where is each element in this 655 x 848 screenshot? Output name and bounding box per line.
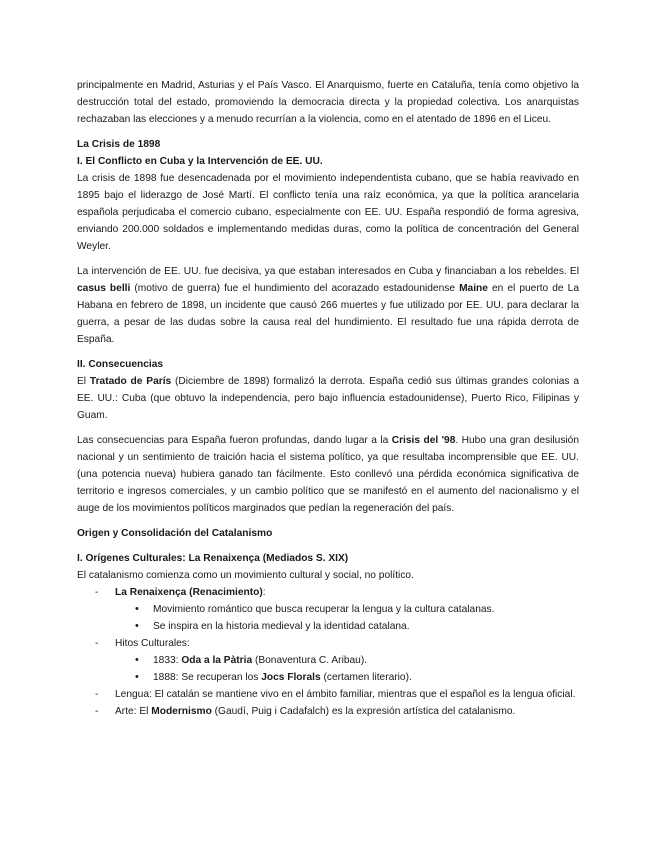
document-body (77, 77, 579, 720)
list-item: • Movimiento romántico que busca recuperar la lengua y la cultura catalanas. (115, 601, 579, 618)
section-title-catalanismo: Origen y Consolidación del Catalanismo (77, 528, 273, 539)
section-title-crisis: La Crisis de 1898 (77, 139, 161, 150)
crisis-paragraph-1: La crisis de 1898 fue desencadenada por el movimiento independentista cubano, que se había reavivado en 1895 bajo el liderazgo de José Martí. El conflicto tenía una raíz económica, ya que la política arancelaria española perjudicaba el comercio cubano, especialmente con EE. UU. España respondió de forma agresiva, enviando 200.000 soldados e implementando medidas duras, como la política de concentración del General Weyler. (77, 173, 579, 252)
list-item: • 1833: Oda a la Pàtria (Bonaventura C. Aribau). (115, 652, 579, 669)
casus-belli-term: casus belli (77, 283, 131, 294)
crisis-paragraph-3: El Tratado de París (Diciembre de 1898) formalizó la derrota. España cedió sus últimas grandes colonias a EE. UU.: Cuba (que obtuvo la independencia, pero bajo influencia estadounidense), Puerto Rico, Filipinas y Guam. (77, 376, 579, 421)
list-item: - La Renaixença (Renacimiento): • Movimiento romántico que busca recuperar la lengua y la cultura catalanas. • Se inspira en la historia medieval y la identidad catalana. (77, 584, 579, 635)
list-item: - Arte: El Modernismo (Gaudí, Puig i Cadafalch) es la expresión artística del catalanismo. (77, 703, 579, 720)
tratado-paris-term: Tratado de París (89, 376, 172, 387)
crisis-paragraph-4: Las consecuencias para España fueron profundas, dando lugar a la Crisis del '98. Hubo una gran desilusión nacional y un sentimiento de traición hacia el sistema político, ya que resultaba incomprensible que EE. UU. (una potencia nueva) hubiera ganado tan fácilmente. Esto conllevó una pérdida económica significativa de territorio e ingresos comerciales, y un cambio político que se manifestó en el aumento del nacionalismo y el auge de los movimientos políticos marginados que pedían la regeneración del país. (77, 435, 580, 514)
modernismo-term: Modernismo (151, 706, 212, 717)
subsection-title-consecuencias: II. Consecuencias (77, 359, 164, 370)
list-item: - Lengua: El catalán se mantiene vivo en el ámbito familiar, mientras que el español es la lengua oficial. (77, 686, 579, 703)
hitos-label: Hitos Culturales: (115, 638, 190, 649)
list-item (77, 635, 579, 686)
anarquismo-paragraph: principalmente en Madrid, Asturias y el País Vasco. El Anarquismo, fuerte en Cataluña, tenía como objetivo la destrucción total del estado, promoviendo la democracia directa y la propiedad colectiva. Los anarquistas rechazaban las elecciones y a menudo recurrían a la violencia, como en el atentado de 1896 en el Liceu. (77, 80, 579, 125)
list-item: • Se inspira en la historia medieval y la identidad catalana. (115, 618, 579, 635)
maine-term: Maine (459, 283, 488, 294)
hitos-sublist (115, 652, 579, 686)
crisis-paragraph-2: La intervención de EE. UU. fue decisiva, ya que estaban interesados en Cuba y financiaban a los rebeldes. El casus belli (motivo de guerra) fue el hundimiento del acorazado estadounidense Maine en el puerto de La Habana en febrero de 1898, un incidente que causó 266 muertes y fue utilizado por EE. UU. para declarar la guerra, a pesar de las dudas sobre la causa real del hundimiento. El resultado fue una rápida derrota de España. (77, 266, 579, 345)
crisis-98-term: Crisis del '98 (391, 435, 456, 446)
catalanismo-list (77, 584, 579, 720)
catalanismo-intro: El catalanismo comienza como un movimiento cultural y social, no político. (77, 570, 414, 581)
subsection-title-cuba: I. El Conflicto en Cuba y la Intervención de EE. UU. (77, 156, 323, 167)
renaixenca-label: La Renaixença (Renacimiento) (115, 587, 263, 598)
subsection-title-origenes: I. Orígenes Culturales: La Renaixença (Mediados S. XIX) (77, 553, 349, 564)
list-item: • 1888: Se recuperan los Jocs Florals (certamen literario). (115, 669, 579, 686)
renaixenca-sublist (115, 601, 579, 635)
